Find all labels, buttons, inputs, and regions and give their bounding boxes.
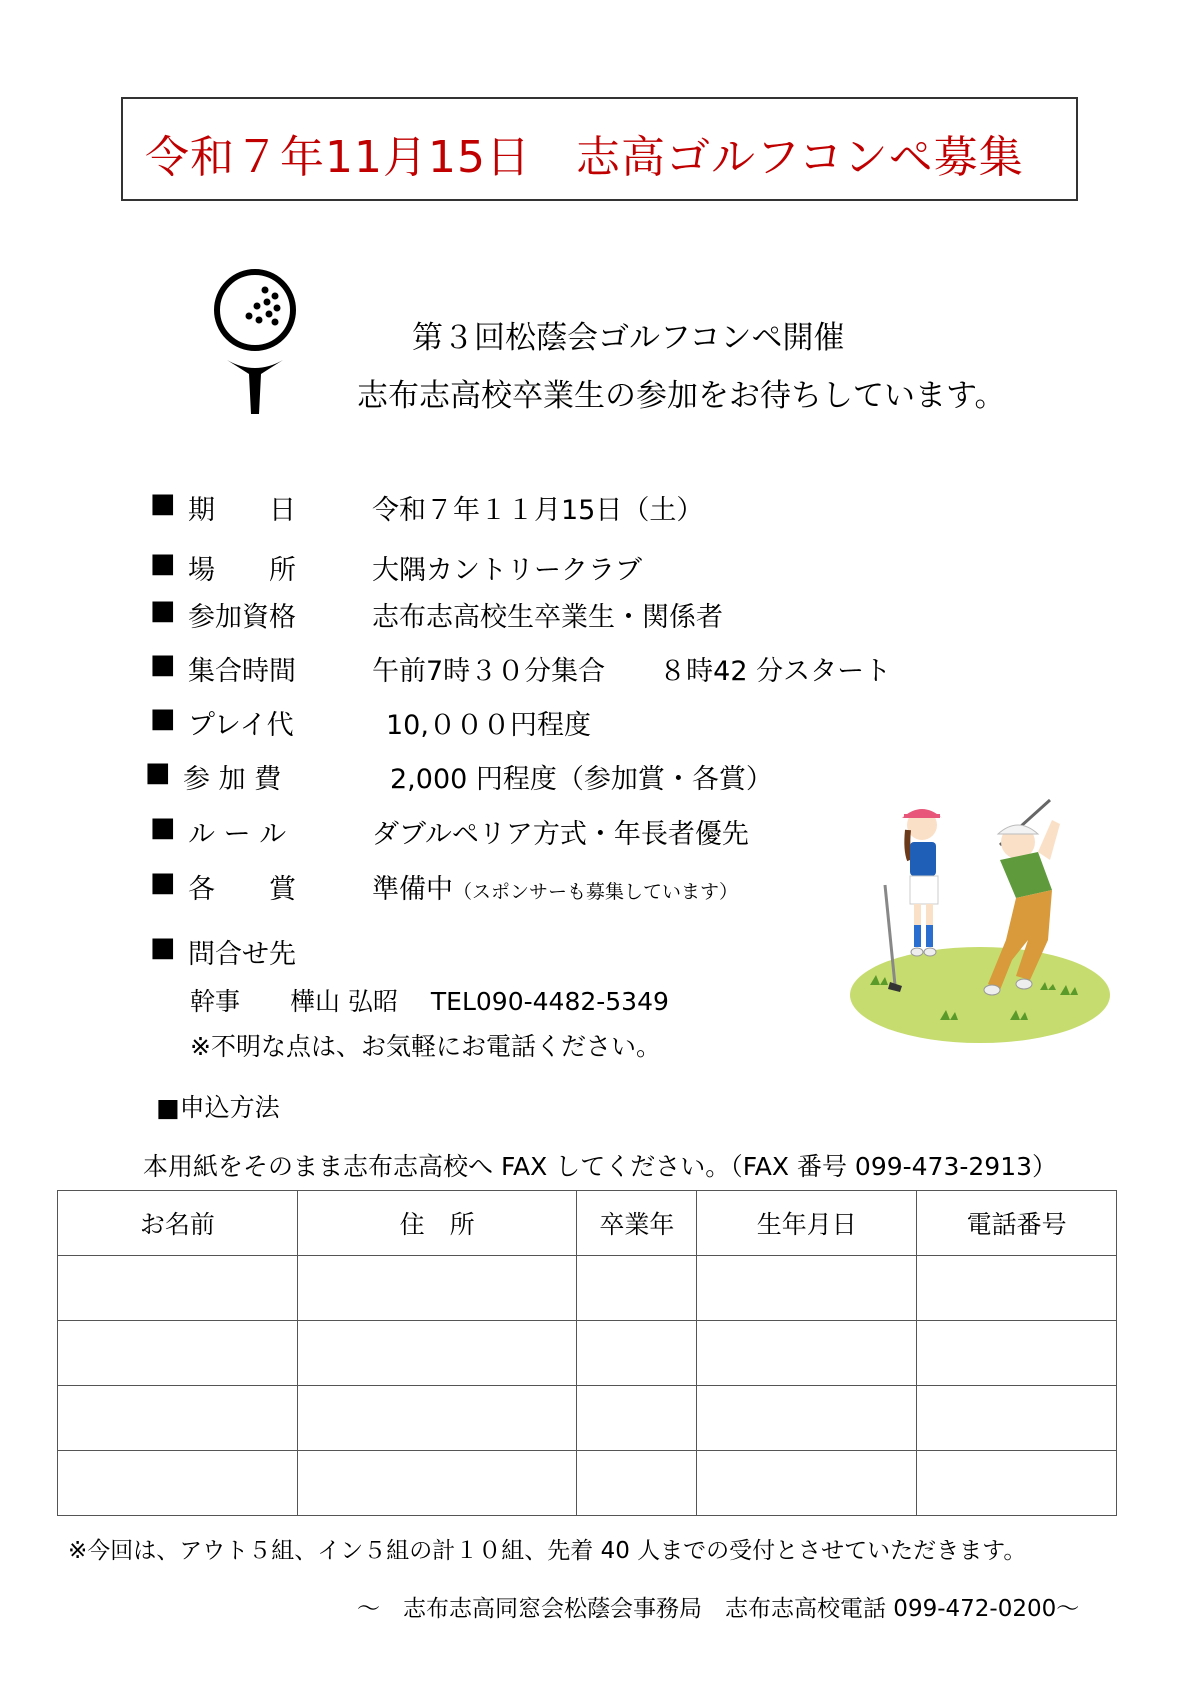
detail-value: 午前7時３０分集合 ８時42 分スタート xyxy=(372,656,892,687)
table-row xyxy=(58,1386,1117,1451)
detail-value: 2,000 円程度（参加賞・各賞） xyxy=(390,764,773,795)
detail-label: プレイ代 xyxy=(188,710,294,741)
graduation-year-cell[interactable] xyxy=(577,1321,697,1386)
detail-label: 場 所 xyxy=(188,555,296,586)
birthdate-cell[interactable] xyxy=(697,1321,917,1386)
intro-line-2: 志布志高校卒業生の参加をお待ちしています。 xyxy=(357,378,1006,414)
birthdate-cell[interactable] xyxy=(697,1451,917,1516)
phone-cell[interactable] xyxy=(917,1386,1117,1451)
phone-cell[interactable] xyxy=(917,1451,1117,1516)
column-header-graduation-year: 卒業年 xyxy=(577,1191,697,1256)
graduation-year-cell[interactable] xyxy=(577,1256,697,1321)
bullet-square: ■ xyxy=(150,932,176,963)
intro-line-1: 第３回松蔭会ゴルフコンペ開催 xyxy=(412,320,845,356)
application-instruction: 本用紙をそのまま志布志高校へ FAX してください。（FAX 番号 099-473-2913） xyxy=(143,1152,1058,1181)
title-box xyxy=(121,97,1078,201)
bullet-square: ■ xyxy=(150,595,176,626)
birthdate-cell[interactable] xyxy=(697,1386,917,1451)
name-cell[interactable] xyxy=(58,1451,298,1516)
capacity-note: ※今回は、アウト５組、イン５組の計１０組、先着 40 人までの受付とさせていただきます。 xyxy=(68,1538,1027,1564)
graduation-year-cell[interactable] xyxy=(577,1451,697,1516)
column-header-name: お名前 xyxy=(58,1191,298,1256)
detail-value: ダブルペリア方式・年長者優先 xyxy=(372,819,749,850)
column-header-birthdate: 生年月日 xyxy=(697,1191,917,1256)
phone-cell[interactable] xyxy=(917,1321,1117,1386)
address-cell[interactable] xyxy=(297,1321,577,1386)
table-row xyxy=(58,1451,1117,1516)
page-title: 令和７年11月15日 志高ゴルフコンペ募集 xyxy=(145,132,1024,183)
detail-label: 集合時間 xyxy=(188,656,296,687)
application-form-table xyxy=(57,1190,1117,1516)
detail-value: 令和７年１１月15日（土） xyxy=(372,495,704,526)
detail-value-main: 準備中 xyxy=(372,874,453,905)
application-heading: ■申込方法 xyxy=(156,1093,280,1122)
birthdate-cell[interactable] xyxy=(697,1256,917,1321)
footer-contact: ～ 志布志高同窓会松蔭会事務局 志布志高校電話 099-472-0200～ xyxy=(357,1596,1080,1622)
table-row xyxy=(58,1321,1117,1386)
name-cell[interactable] xyxy=(58,1386,298,1451)
bullet-square: ■ xyxy=(145,757,171,788)
detail-value-note: （スポンサーも募集しています） xyxy=(453,881,739,903)
detail-value: 志布志高校生卒業生・関係者 xyxy=(372,602,723,633)
name-cell[interactable] xyxy=(58,1256,298,1321)
golf-ball-on-tee-icon xyxy=(205,268,305,418)
detail-label: 各 賞 xyxy=(188,874,296,905)
detail-label: 参加資格 xyxy=(188,602,296,633)
bullet-square: ■ xyxy=(150,488,176,519)
name-cell[interactable] xyxy=(58,1321,298,1386)
bullet-square: ■ xyxy=(150,703,176,734)
detail-value: 大隅カントリークラブ xyxy=(372,555,642,586)
table-header-row xyxy=(58,1191,1117,1256)
contact-label: 問合せ先 xyxy=(188,939,296,970)
contact-person: 幹事 樺山 弘昭 TEL090-4482-5349 xyxy=(190,987,669,1016)
bullet-square: ■ xyxy=(150,649,176,680)
detail-value xyxy=(372,867,738,906)
contact-note: ※不明な点は、お気軽にお電話ください。 xyxy=(190,1032,661,1061)
column-header-address: 住 所 xyxy=(297,1191,577,1256)
detail-label: 参 加 費 xyxy=(183,764,282,795)
bullet-square: ■ xyxy=(150,867,176,898)
column-header-phone: 電話番号 xyxy=(917,1191,1117,1256)
detail-label: 期 日 xyxy=(188,495,296,526)
table-row xyxy=(58,1256,1117,1321)
address-cell[interactable] xyxy=(297,1386,577,1451)
address-cell[interactable] xyxy=(297,1256,577,1321)
address-cell[interactable] xyxy=(297,1451,577,1516)
detail-label: ル ー ル xyxy=(188,819,287,850)
bullet-square: ■ xyxy=(150,548,176,579)
graduation-year-cell[interactable] xyxy=(577,1386,697,1451)
golfers-illustration xyxy=(840,790,1120,1050)
detail-value: 10,０００円程度 xyxy=(386,710,591,741)
bullet-square: ■ xyxy=(150,812,176,843)
phone-cell[interactable] xyxy=(917,1256,1117,1321)
